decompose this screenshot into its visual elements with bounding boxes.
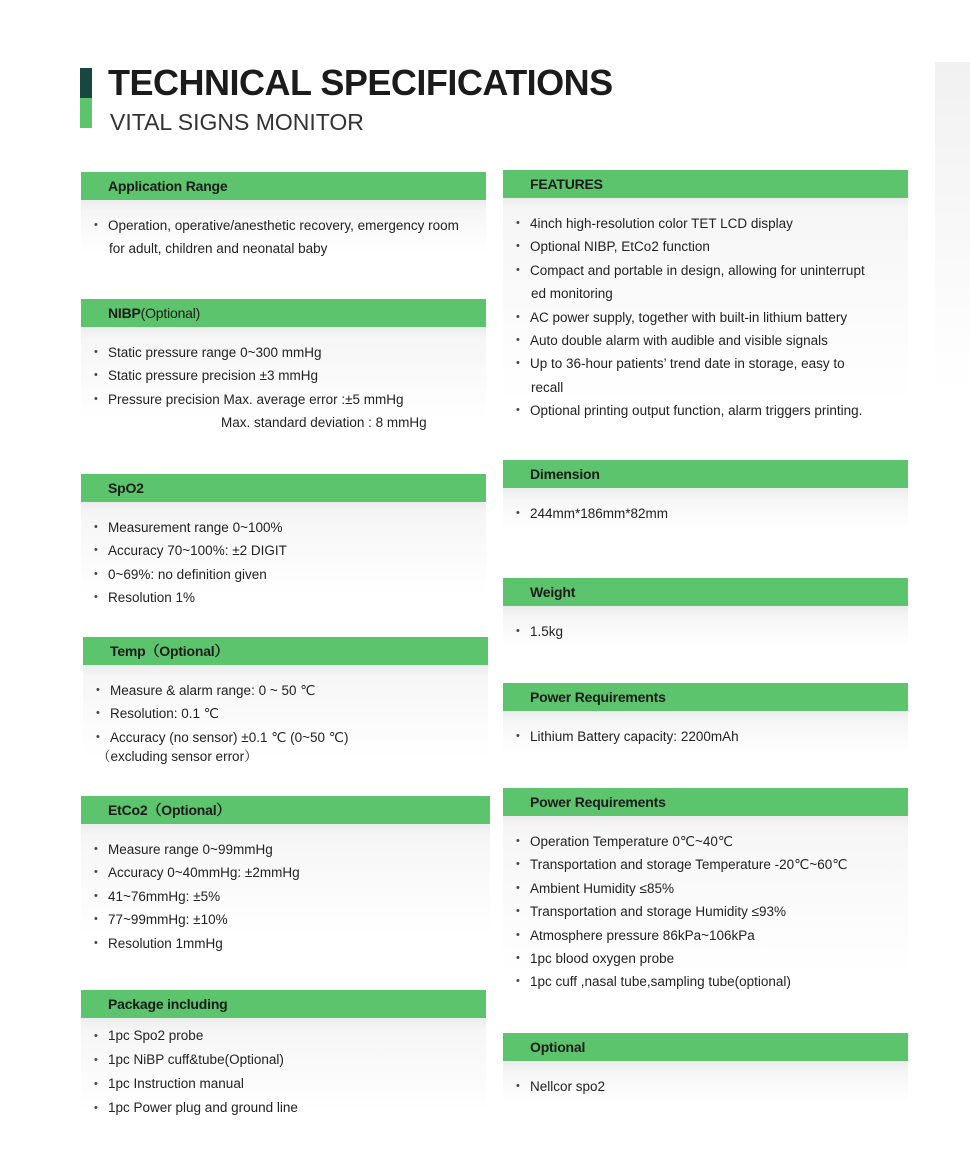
list-item: • Operation, operative/anesthetic recovery, emergency room (81, 214, 486, 237)
section-dimension (503, 460, 908, 538)
list-item: recall (531, 379, 564, 395)
section-header: Package including (81, 990, 486, 1018)
section-nibp (81, 299, 486, 437)
list-item: for adult, children and neonatal baby (109, 241, 328, 257)
list-item: • Static pressure precision ±3 mmHg (81, 364, 486, 387)
list-item: • Measure & alarm range: 0 ~ 50 ℃ (83, 679, 488, 702)
list-item: • Measure range 0~99mmHg (81, 838, 490, 861)
section-header: Temp（Optional） (83, 637, 488, 665)
section-header: Power Requirements (503, 788, 908, 816)
list-item: • Accuracy 70~100%: ±2 DIGIT (81, 539, 486, 562)
item-list (81, 214, 486, 261)
section-power (503, 683, 908, 761)
section-header-suffix: (Optional) (140, 305, 201, 321)
list-item: • AC power supply, together with built-in lithium battery (503, 306, 908, 329)
list-item: • Auto double alarm with audible and visible signals (503, 329, 908, 352)
list-item: • Atmosphere pressure 86kPa~106kPa (503, 924, 908, 947)
section-header: Power Requirements (503, 683, 908, 711)
item-list (81, 838, 490, 955)
section-etco2 (81, 796, 490, 956)
section-header: FEATURES (503, 170, 908, 198)
list-item: • 0~69%: no definition given (81, 563, 486, 586)
page-title: TECHNICAL SPECIFICATIONS (108, 62, 613, 103)
list-item: • 1pc Spo2 probe (81, 1024, 486, 1048)
item-list (503, 620, 908, 643)
list-item: • Transportation and storage Humidity ≤93% (503, 900, 908, 923)
list-item: • Up to 36-hour patients’ trend date in storage, easy to (503, 352, 908, 375)
list-item: • Resolution: 0.1 ℃ (83, 702, 488, 725)
section-weight (503, 578, 908, 656)
list-item: • Accuracy (no sensor) ±0.1 ℃ (0~50 ℃) (83, 726, 488, 749)
title-accent-dark (80, 68, 92, 98)
section-temp (83, 637, 488, 773)
list-item: • Measurement range 0~100% (81, 516, 486, 539)
item-list (503, 830, 908, 994)
list-item: • 1pc NiBP cuff&tube(Optional) (81, 1048, 486, 1072)
list-item: • 1pc Power plug and ground line (81, 1096, 486, 1120)
section-features (503, 170, 908, 438)
section-spo2 (81, 474, 486, 612)
item-list (503, 725, 908, 748)
list-item: • Resolution 1% (81, 586, 486, 609)
section-header: Optional (503, 1033, 908, 1061)
item-list (503, 212, 908, 423)
list-item: • 1pc Instruction manual (81, 1072, 486, 1096)
list-item: • 1.5kg (503, 620, 908, 643)
section-header: Weight (503, 578, 908, 606)
section-header (81, 299, 486, 327)
list-item: • Lithium Battery capacity: 2200mAh (503, 725, 908, 748)
page-edge-strip (935, 62, 970, 392)
list-item: • 244mm*186mm*82mm (503, 502, 908, 525)
section-header: EtCo2（Optional） (81, 796, 490, 824)
list-item: • Ambient Humidity ≤85% (503, 877, 908, 900)
section-header-title: NIBP (108, 305, 141, 321)
section-header: Application Range (81, 172, 486, 200)
section-optional (503, 1033, 908, 1111)
item-list (503, 502, 908, 525)
list-item: • 41~76mmHg: ±5% (81, 885, 490, 908)
list-item: • Static pressure range 0~300 mmHg (81, 341, 486, 364)
item-list (81, 341, 486, 435)
section-header: Dimension (503, 460, 908, 488)
item-list (81, 516, 486, 610)
list-item: • 77~99mmHg: ±10% (81, 908, 490, 931)
list-item: • 1pc blood oxygen probe (503, 947, 908, 970)
list-item: • Pressure precision Max. average error :±5 mmHg (81, 388, 486, 411)
section-package (81, 990, 486, 1130)
list-item: ed monitoring (531, 286, 613, 302)
section-header: SpO2 (81, 474, 486, 502)
list-item: • Resolution 1mmHg (81, 932, 490, 955)
list-item: • Compact and portable in design, allowing for uninterrupt (503, 259, 908, 282)
list-item: • 1pc cuff ,nasal tube,sampling tube(optional) (503, 970, 908, 993)
list-item: • 4inch high-resolution color TET LCD display (503, 212, 908, 235)
list-item: • Transportation and storage Temperature -20℃~60℃ (503, 853, 908, 876)
section-application-range (81, 172, 486, 262)
item-list (81, 1024, 486, 1120)
item-list (503, 1075, 908, 1098)
list-item: Max. standard deviation : 8 mmHg (221, 415, 427, 431)
list-item: • Optional printing output function, alarm triggers printing. (503, 399, 908, 422)
list-item: • Nellcor spo2 (503, 1075, 908, 1098)
page-subtitle: VITAL SIGNS MONITOR (110, 109, 364, 135)
item-list (83, 679, 488, 749)
list-item: • Operation Temperature 0℃~40℃ (503, 830, 908, 853)
temp-note: （excluding sensor error） (97, 749, 258, 765)
list-item: • Optional NIBP, EtCo2 function (503, 235, 908, 258)
title-accent-green (80, 98, 92, 128)
section-environment (503, 788, 908, 1002)
list-item: • Accuracy 0~40mmHg: ±2mmHg (81, 861, 490, 884)
